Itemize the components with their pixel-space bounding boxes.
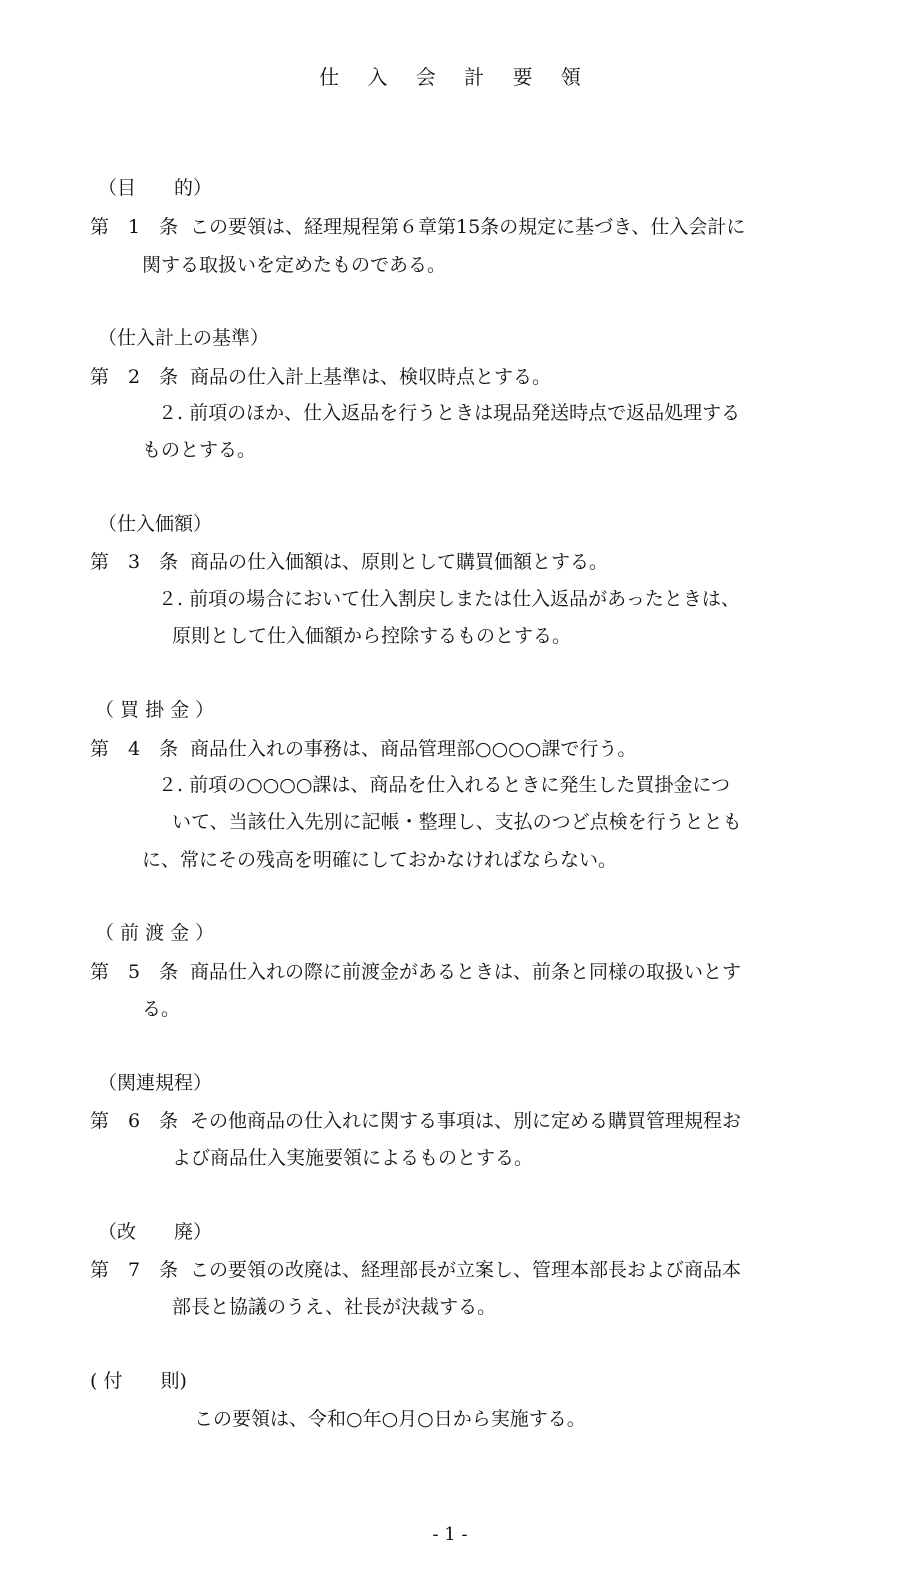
article-2-first-line [90, 362, 551, 392]
article-5-number: 第 5 条 [90, 961, 179, 983]
page-number: - 1 - [432, 1524, 468, 1545]
article-5-text-line-1: 商品仕入れの際に前渡金があるときは、前条と同様の取扱いとす [190, 961, 742, 983]
article-3-text-line-2: ２. 前項の場合において仕入割戻しまたは仕入返品があったときは、 [158, 588, 740, 610]
article-6-heading: （関連規程） [98, 1072, 213, 1094]
article-4-text-line-2: ２. 前項の○○○○課は、商品を仕入れるときに発生した買掛金につ [158, 774, 731, 796]
article-2-number: 第 2 条 [90, 366, 179, 388]
article-2-text-line-1: 商品の仕入計上基準は、検収時点とする。 [190, 366, 552, 388]
article-6-first-line [90, 1106, 741, 1136]
article-7-text-line-2: 部長と協議のうえ、社長が決裁する。 [172, 1296, 497, 1318]
supplementary-heading: ( 付 則) [90, 1370, 187, 1392]
article-3-number: 第 3 条 [90, 551, 179, 573]
article-3-first-line [90, 547, 608, 577]
article-4-heading: （ 買 掛 金 ） [95, 699, 215, 721]
article-2-text-line-2: ２. 前項のほか、仕入返品を行うときは現品発送時点で返品処理する [158, 402, 741, 424]
article-1-heading: （目 的） [98, 177, 213, 199]
article-6-text-line-1: その他商品の仕入れに関する事項は、別に定める購買管理規程お [190, 1110, 742, 1132]
article-2-heading: （仕入計上の基準） [98, 327, 270, 349]
article-7-heading: （改 廃） [98, 1221, 213, 1243]
article-6-number: 第 6 条 [90, 1110, 179, 1132]
article-6-text-line-2: よび商品仕入実施要領によるものとする。 [172, 1147, 534, 1169]
article-5-heading: （ 前 渡 金 ） [95, 922, 215, 944]
article-4-number: 第 4 条 [90, 738, 179, 760]
article-4-first-line [90, 734, 636, 764]
article-5-first-line [90, 957, 741, 987]
article-1-text-line-2: 関する取扱いを定めたものである。 [142, 254, 447, 276]
article-7-text-line-1: この要領の改廃は、経理部長が立案し、管理本部長および商品本 [190, 1259, 742, 1281]
article-7-number: 第 7 条 [90, 1259, 179, 1281]
article-4-text-line-1: 商品仕入れの事務は、商品管理部○○○○課で行う。 [190, 738, 637, 760]
article-5-text-line-2: る。 [142, 998, 181, 1020]
article-7-first-line [90, 1255, 741, 1285]
article-3-text-line-1: 商品の仕入価額は、原則として購買価額とする。 [190, 551, 609, 573]
article-1-number: 第 1 条 [90, 216, 179, 238]
article-3-text-line-3: 原則として仕入価額から控除するものとする。 [172, 625, 572, 647]
article-1-first-line [90, 212, 745, 242]
article-1-text-line-1: この要領は、経理規程第６章第15条の規定に基づき、仕入会計に [190, 216, 746, 238]
article-3-heading: （仕入価額） [98, 513, 213, 535]
page-title: 仕 入 会 計 要 領 [319, 65, 592, 89]
article-4-text-line-3: いて、当該仕入先別に記帳・整理し、支払のつど点検を行うととも [172, 811, 742, 833]
supplementary-text: この要領は、令和○年○月○日から実施する。 [194, 1408, 586, 1430]
article-2-text-line-3: ものとする。 [142, 439, 257, 461]
article-4-text-line-4: に、常にその残高を明確にしておかなければならない。 [142, 849, 618, 871]
